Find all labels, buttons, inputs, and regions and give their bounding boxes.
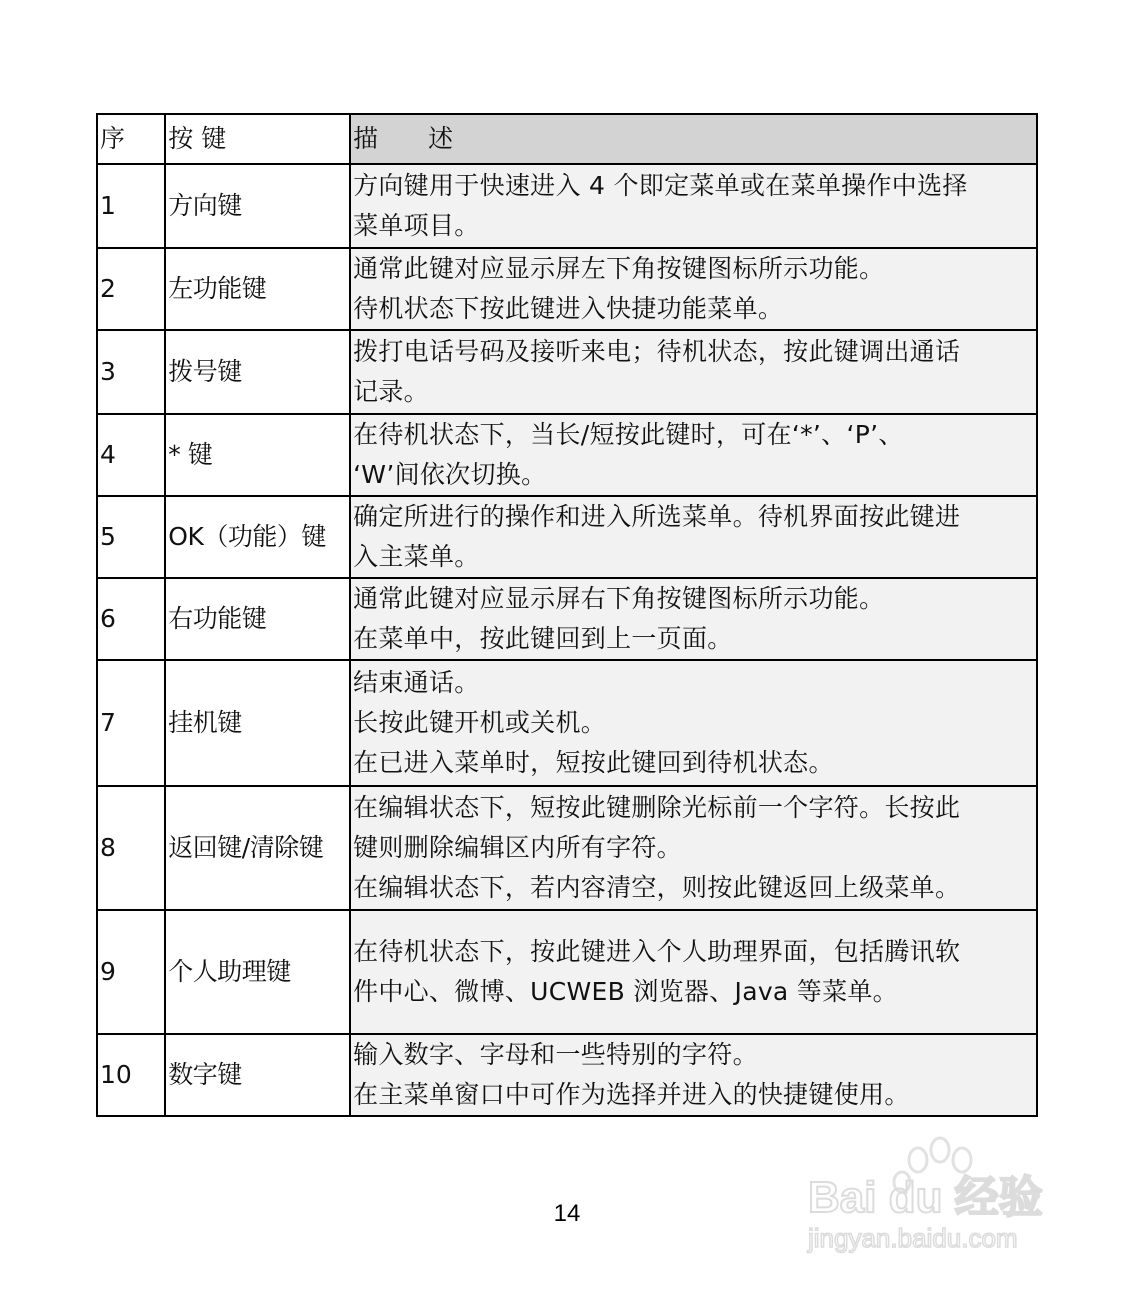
row-description xyxy=(350,910,1037,1034)
description-line: 通常此键对应显示屏右下角按键图标所示功能。 xyxy=(353,584,885,613)
row-key-name: 数字键 xyxy=(165,1034,350,1116)
description-line: 在主菜单窗口中可作为选择并进入的快捷键使用。 xyxy=(353,1080,910,1109)
key-description-table xyxy=(96,113,1038,1117)
table-header-row xyxy=(97,114,1037,164)
description-line: 件中心、微博、UCWEB 浏览器、Java 等菜单。 xyxy=(353,977,898,1006)
description-line: 记录。 xyxy=(353,377,429,406)
header-description: 描 述 xyxy=(350,114,1037,164)
row-key-name: 右功能键 xyxy=(165,578,350,660)
description-line: 在编辑状态下，短按此键删除光标前一个字符。长按此 xyxy=(353,793,961,822)
description-line: 方向键用于快速进入 4 个即定菜单或在菜单操作中选择 xyxy=(353,171,968,200)
row-key-name: * 键 xyxy=(165,414,350,496)
description-line: 长按此键开机或关机。 xyxy=(353,708,607,737)
table-row xyxy=(97,1034,1037,1116)
table-body xyxy=(97,164,1037,1116)
table-row xyxy=(97,578,1037,660)
description-line: 输入数字、字母和一些特别的字符。 xyxy=(353,1040,758,1069)
description-line: 键则删除编辑区内所有字符。 xyxy=(353,833,682,862)
description-line: 在已进入菜单时，短按此键回到待机状态。 xyxy=(353,748,834,777)
row-description xyxy=(350,248,1037,330)
row-number: 3 xyxy=(97,330,165,414)
row-description xyxy=(350,164,1037,248)
row-key-name: 返回键/清除键 xyxy=(165,786,350,910)
table-row xyxy=(97,786,1037,910)
watermark-url: jingyan.baidu.com xyxy=(808,1223,1018,1253)
description-line: 在待机状态下，当长/短按此键时，可在‘*’、‘P’、 xyxy=(353,420,904,449)
row-number: 2 xyxy=(97,248,165,330)
row-description xyxy=(350,578,1037,660)
description-line: 待机状态下按此键进入快捷功能菜单。 xyxy=(353,294,784,323)
table-row xyxy=(97,330,1037,414)
description-line: 结束通话。 xyxy=(353,668,480,697)
row-description xyxy=(350,330,1037,414)
baidu-jingyan-watermark xyxy=(800,1132,1070,1262)
row-number: 9 xyxy=(97,910,165,1034)
table-row xyxy=(97,660,1037,786)
table-row xyxy=(97,910,1037,1034)
row-number: 8 xyxy=(97,786,165,910)
table-row xyxy=(97,496,1037,578)
header-key: 按 键 xyxy=(165,114,350,164)
description-line: ‘W’间依次切换。 xyxy=(353,460,547,489)
row-number: 5 xyxy=(97,496,165,578)
row-key-name: 方向键 xyxy=(165,164,350,248)
description-line: 入主菜单。 xyxy=(353,542,480,571)
row-description xyxy=(350,660,1037,786)
row-key-name: 拨号键 xyxy=(165,330,350,414)
row-number: 7 xyxy=(97,660,165,786)
row-description xyxy=(350,786,1037,910)
row-description xyxy=(350,414,1037,496)
table-row xyxy=(97,164,1037,248)
description-line: 确定所进行的操作和进入所选菜单。待机界面按此键进 xyxy=(353,502,961,531)
watermark-brand: Bai du 经验 xyxy=(808,1173,1043,1222)
table-row xyxy=(97,248,1037,330)
row-number: 10 xyxy=(97,1034,165,1116)
row-key-name: 挂机键 xyxy=(165,660,350,786)
header-no: 序 xyxy=(97,114,165,164)
row-number: 4 xyxy=(97,414,165,496)
row-description xyxy=(350,496,1037,578)
description-line: 在编辑状态下，若内容清空，则按此键返回上级菜单。 xyxy=(353,873,961,902)
row-key-name: 个人助理键 xyxy=(165,910,350,1034)
description-line: 通常此键对应显示屏左下角按键图标所示功能。 xyxy=(353,254,885,283)
description-line: 在待机状态下，按此键进入个人助理界面，包括腾讯软 xyxy=(353,937,961,966)
description-line: 菜单项目。 xyxy=(353,211,480,240)
row-key-name: 左功能键 xyxy=(165,248,350,330)
row-description xyxy=(350,1034,1037,1116)
page-number: 14 xyxy=(553,1200,581,1227)
description-line: 在菜单中，按此键回到上一页面。 xyxy=(353,624,733,653)
row-number: 6 xyxy=(97,578,165,660)
row-key-name: OK（功能）键 xyxy=(165,496,350,578)
table-row xyxy=(97,414,1037,496)
row-number: 1 xyxy=(97,164,165,248)
description-line: 拨打电话号码及接听来电；待机状态，按此键调出通话 xyxy=(353,337,961,366)
